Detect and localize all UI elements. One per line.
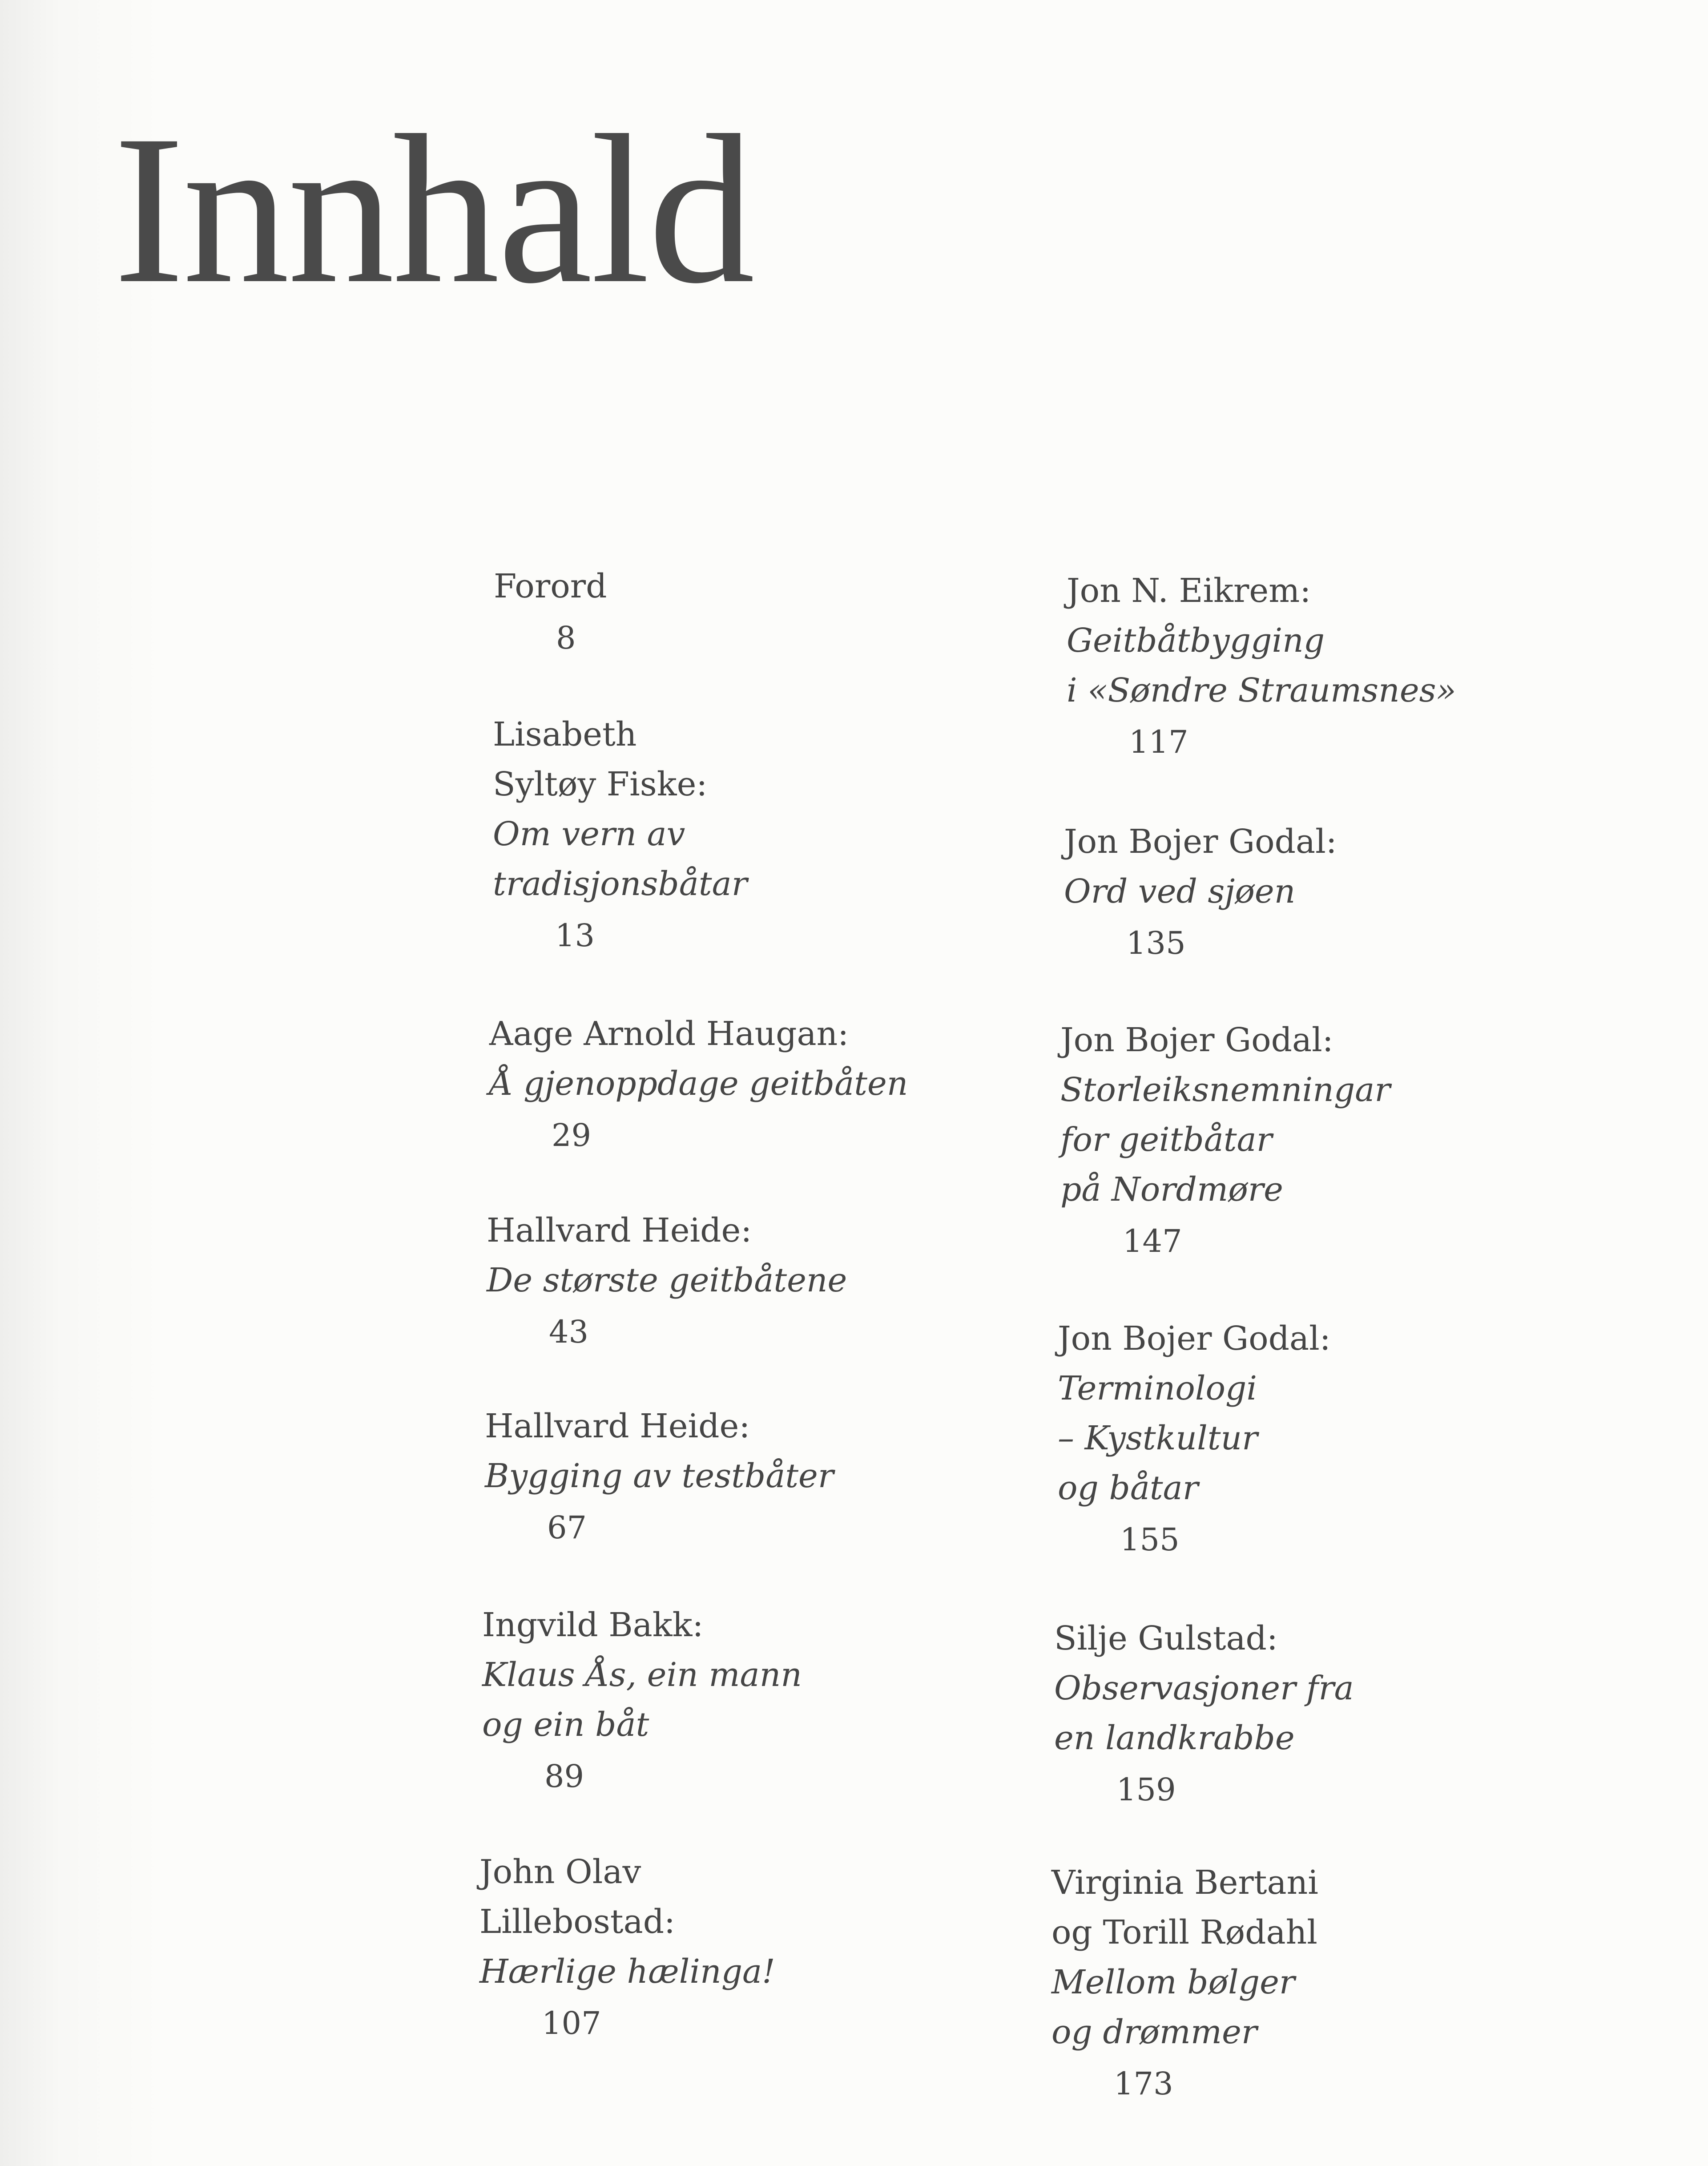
toc-author: Lisabeth — [493, 715, 637, 754]
toc-entry — [1054, 1613, 1354, 1815]
toc-page-number: 107 — [542, 2005, 601, 2041]
toc-title: for geitbåtar — [1060, 1121, 1273, 1159]
toc-author: Ingvild Bakk: — [482, 1606, 704, 1644]
toc-title: Storleiksnemningar — [1060, 1071, 1390, 1109]
toc-page-number: 135 — [1126, 925, 1186, 961]
toc-page-number: 89 — [544, 1758, 584, 1795]
toc-entry — [482, 1600, 802, 1801]
toc-title: Geitbåtbygging — [1067, 621, 1325, 660]
toc-entry — [493, 710, 747, 960]
toc-title: Å gjenoppdage geitbåten — [489, 1065, 908, 1103]
toc-author: Syltøy Fiske: — [493, 765, 708, 803]
toc-page-number: 8 — [556, 620, 576, 656]
toc-entry — [1060, 1015, 1390, 1266]
toc-page-number: 173 — [1114, 2065, 1173, 2102]
toc-title: Om vern av — [493, 815, 685, 853]
toc-entry — [1051, 1858, 1318, 2109]
toc-title: og båtar — [1058, 1469, 1199, 1507]
toc-page-number: 155 — [1120, 1521, 1180, 1558]
toc-entry — [489, 1009, 908, 1160]
toc-author: John Olav — [479, 1853, 641, 1891]
toc-author: Aage Arnold Haugan: — [489, 1015, 849, 1053]
toc-entry — [479, 1847, 775, 2048]
toc-title: på Nordmøre — [1060, 1170, 1283, 1209]
toc-title: Hærlige hælinga! — [479, 1952, 775, 1991]
toc-author: Jon N. Eikrem: — [1067, 572, 1311, 610]
toc-entry — [1058, 1314, 1331, 1565]
toc-author: Jon Bojer Godal: — [1060, 1021, 1333, 1059]
toc-entry — [487, 1206, 847, 1357]
toc-page-number: 43 — [549, 1314, 589, 1350]
toc-title: Mellom bølger — [1051, 1963, 1295, 2001]
toc-page-number: 29 — [552, 1117, 592, 1154]
toc-entry — [485, 1401, 834, 1553]
toc-title: Klaus Ås, ein mann — [482, 1656, 802, 1694]
toc-title: tradisjonsbåtar — [493, 865, 748, 903]
toc-title: – Kystkultur — [1058, 1419, 1258, 1457]
toc-title: en landkrabbe — [1054, 1719, 1295, 1757]
toc-author: Forord — [494, 567, 607, 605]
toc-title: De største geitbåtene — [487, 1261, 847, 1299]
toc-title: og ein båt — [482, 1706, 649, 1744]
toc-entry-forord — [494, 561, 607, 663]
toc-title: og drømmer — [1051, 2013, 1257, 2051]
toc-title: Observasjoner fra — [1054, 1669, 1354, 1707]
toc-author: Jon Bojer Godal: — [1058, 1319, 1331, 1358]
page-title: Innhald — [113, 91, 753, 327]
toc-title: Ord ved sjøen — [1064, 872, 1296, 911]
toc-entry — [1067, 566, 1456, 767]
toc-author: og Torill Rødahl — [1051, 1913, 1317, 1952]
toc-title: Bygging av testbåter — [485, 1457, 834, 1495]
toc-author: Hallvard Heide: — [487, 1211, 752, 1250]
toc-page-number: 117 — [1129, 724, 1188, 760]
toc-page-number: 67 — [547, 1509, 587, 1546]
toc-page-number: 159 — [1116, 1771, 1176, 1808]
toc-author: Hallvard Heide: — [485, 1407, 750, 1445]
toc-author: Virginia Bertani — [1051, 1863, 1318, 1902]
toc-title: Terminologi — [1058, 1369, 1257, 1408]
toc-author: Jon Bojer Godal: — [1064, 823, 1337, 861]
toc-page-number: 147 — [1123, 1223, 1182, 1259]
toc-author: Lillebostad: — [479, 1903, 675, 1941]
toc-page-number: 13 — [555, 917, 595, 954]
toc-author: Silje Gulstad: — [1054, 1619, 1278, 1658]
toc-title: i «Søndre Straumsnes» — [1067, 671, 1456, 710]
toc-entry — [1064, 817, 1337, 968]
